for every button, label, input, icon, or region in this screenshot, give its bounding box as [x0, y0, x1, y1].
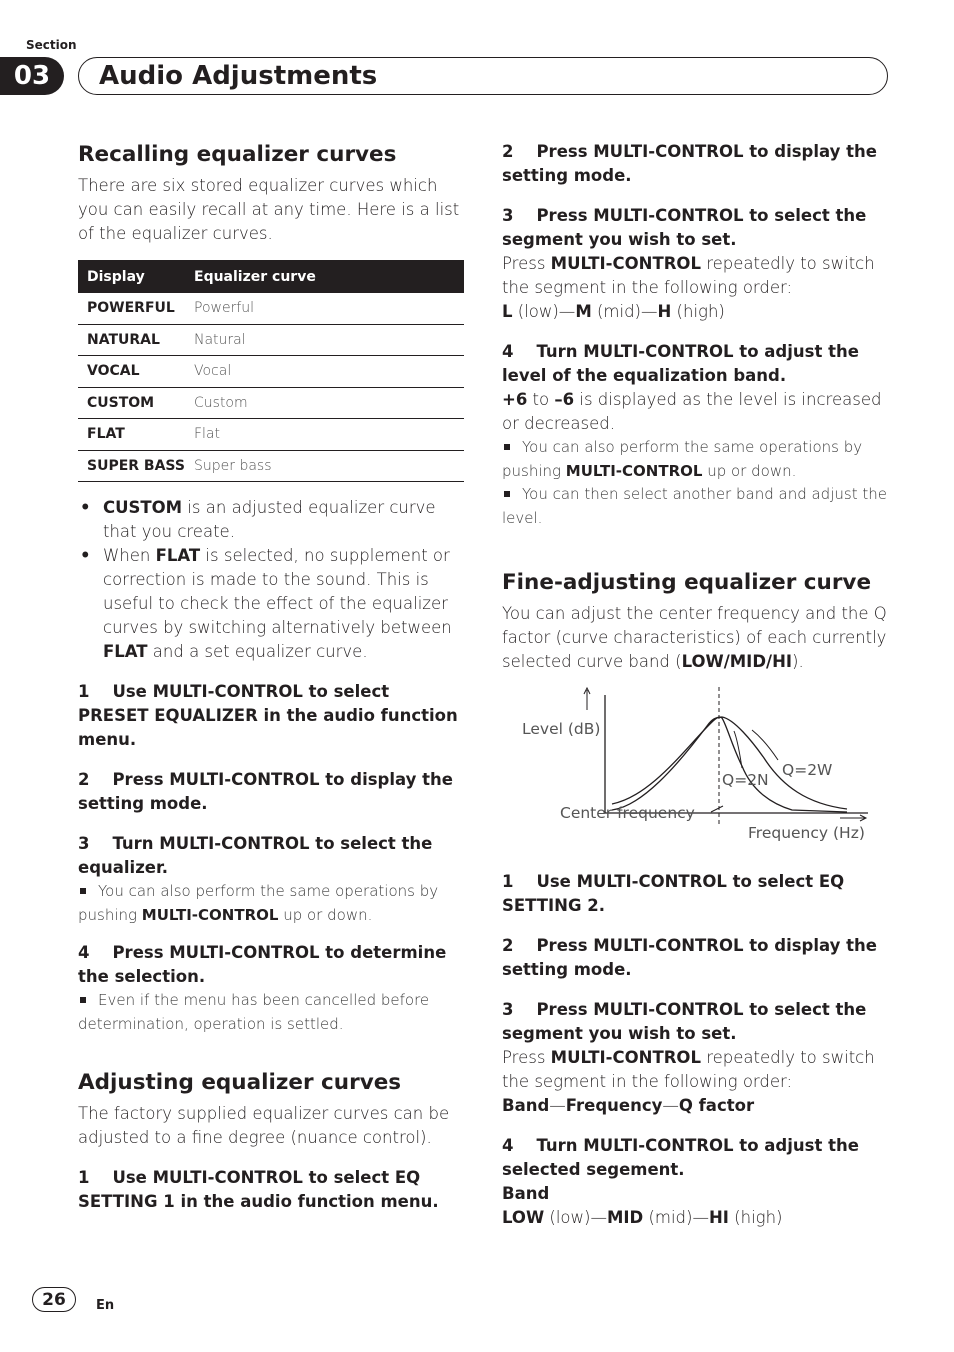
eq-curve-diagram	[502, 686, 892, 856]
page-number-text: 26	[42, 1289, 66, 1310]
table-row	[78, 324, 464, 356]
table-cell-curve: Super bass	[185, 450, 464, 482]
table-cell-curve: Flat	[185, 419, 464, 451]
equalizer-table	[78, 260, 464, 482]
table-row	[78, 419, 464, 451]
recall-step-2: 2 Press MULTI-CONTROL to display the setting mode.	[78, 770, 459, 813]
table-row	[78, 450, 464, 482]
table-cell-curve: Vocal	[185, 356, 464, 388]
note-square-icon	[504, 491, 510, 497]
note-square-icon	[80, 888, 86, 894]
table-row	[78, 387, 464, 419]
table-header-row	[78, 260, 464, 293]
fine-step-4: 4 Turn MULTI-CONTROL to adjust the selected segement.	[502, 1136, 865, 1179]
table-cell-display: FLAT	[78, 419, 185, 451]
center-frequency-pointer	[711, 806, 723, 812]
adjust-intro: The factory supplied equalizer curves can be adjusted to a fine degree (nuance control).	[78, 1104, 450, 1147]
fine-band-order: LOW (low)—MID (mid)—HI (high)	[502, 1208, 783, 1227]
adjust-step-3-body: Press MULTI-CONTROL repeatedly to switch the segment in the following order:	[502, 254, 875, 297]
recall-intro: There are six stored equalizer curves which you can easily recall at any time. Here is a list of the equalizer curves.	[78, 176, 460, 243]
diagram-label-level: Level (dB)	[522, 720, 601, 738]
diagram-label-frequency: Frequency (Hz)	[748, 824, 865, 842]
adjust-step-1: 1 Use MULTI-CONTROL to select EQ SETTING 1 in the audio function menu.	[78, 1168, 439, 1211]
table-row	[78, 293, 464, 324]
chapter-title-text: Audio Adjustments	[99, 61, 378, 91]
table-cell-display: NATURAL	[78, 324, 185, 356]
recall-note-4: Even if the menu has been cancelled before determination, operation is settled.	[78, 991, 430, 1033]
fine-step-3: 3 Press MULTI-CONTROL to select the segment you wish to set.	[502, 1000, 873, 1043]
language-code: En	[96, 1298, 115, 1313]
table-cell-display: SUPER BASS	[78, 450, 185, 482]
note-square-icon	[504, 444, 510, 450]
adjust-step-3: 3 Press MULTI-CONTROL to select the segment you wish to set.	[502, 206, 873, 249]
recall-bullets	[78, 496, 464, 664]
section-number-badge: 03	[0, 57, 64, 95]
note-square-icon	[80, 997, 86, 1003]
fine-step-1: 1 Use MULTI-CONTROL to select EQ SETTING 2.	[502, 872, 850, 915]
diagram-label-center: Center frequency	[560, 804, 695, 822]
recall-step-3: 3 Turn MULTI-CONTROL to select the equalizer.	[78, 834, 439, 877]
q2w-pointer	[752, 730, 778, 760]
table-row	[78, 356, 464, 388]
recall-step-1: 1 Use MULTI-CONTROL to select PRESET EQUALIZER in the audio function menu.	[78, 682, 464, 749]
recall-step-4: 4 Press MULTI-CONTROL to determine the selection.	[78, 943, 453, 986]
section-label: Section	[26, 38, 77, 52]
diagram-label-q2w: Q=2W	[782, 761, 833, 779]
table-header-display: Display	[78, 260, 185, 293]
table-cell-display: VOCAL	[78, 356, 185, 388]
table-cell-display: POWERFUL	[78, 293, 185, 324]
bullet-custom: • CUSTOM is an adjusted equalizer curve that you create.	[78, 496, 464, 544]
adjust-step-4-body: +6 to –6 is displayed as the level is increased or decreased.	[502, 390, 882, 433]
fine-intro: You can adjust the center frequency and the Q factor (curve characteristics) of each currently selected curve band (LOW/MID/HI).	[502, 604, 887, 671]
adjust-note-4b: You can then select another band and adjust the level.	[502, 485, 887, 527]
chapter-title	[78, 57, 888, 95]
adjust-step-2: 2 Press MULTI-CONTROL to display the setting mode.	[502, 142, 883, 185]
adjust-note-4a: You can also perform the same operations by pushing MULTI-CONTROL up or down.	[502, 438, 863, 480]
fine-band-label: Band	[502, 1184, 550, 1203]
adjust-heading: Adjusting equalizer curves	[78, 1070, 402, 1095]
table-cell-curve: Natural	[185, 324, 464, 356]
table-header-curve: Equalizer curve	[185, 260, 464, 293]
adjust-step-4: 4 Turn MULTI-CONTROL to adjust the level of the equalization band.	[502, 342, 865, 385]
diagram-label-q2n: Q=2N	[722, 771, 769, 789]
left-column	[78, 140, 464, 1214]
fine-step-2: 2 Press MULTI-CONTROL to display the setting mode.	[502, 936, 883, 979]
fine-segment-order: Band—Frequency—Q factor	[502, 1096, 755, 1115]
adjust-segment-order: L (low)—M (mid)—H (high)	[502, 302, 725, 321]
bullet-flat: • When FLAT is selected, no supplement or correction is made to the sound. This is useful to check the effect of the equalizer curves by switching alternatively between FLAT and a set equalizer curve.	[78, 544, 464, 664]
right-column	[502, 140, 892, 1230]
table-cell-display: CUSTOM	[78, 387, 185, 419]
fine-heading: Fine-adjusting equalizer curve	[502, 570, 872, 595]
table-cell-curve: Powerful	[185, 293, 464, 324]
recall-note-3: You can also perform the same operations by pushing MULTI-CONTROL up or down.	[78, 882, 439, 924]
fine-step-3-body: Press MULTI-CONTROL repeatedly to switch the segment in the following order:	[502, 1048, 875, 1091]
recall-heading: Recalling equalizer curves	[78, 142, 397, 167]
table-cell-curve: Custom	[185, 387, 464, 419]
page-number	[32, 1287, 76, 1312]
